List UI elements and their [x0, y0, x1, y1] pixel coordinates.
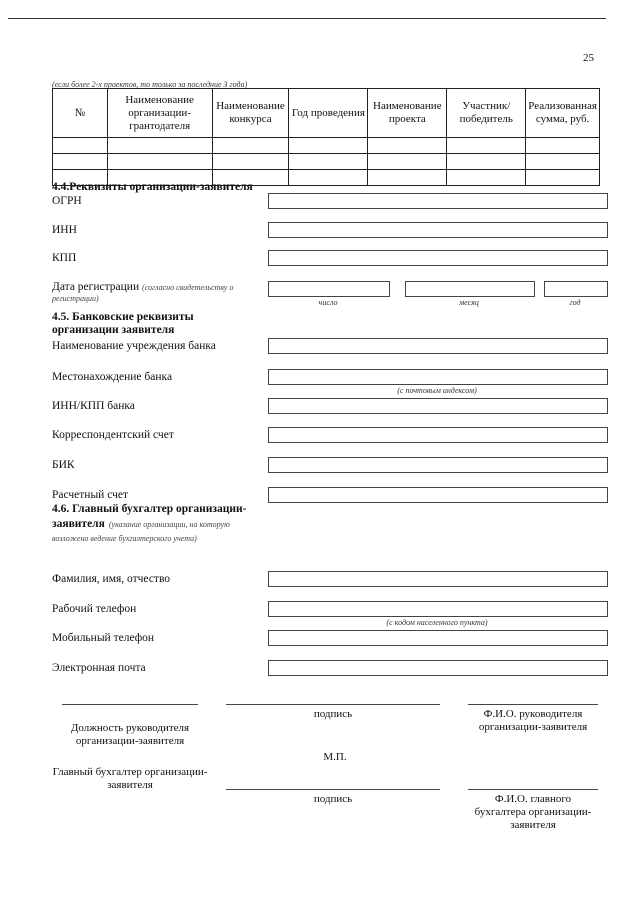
mobile-label: Мобильный телефон: [52, 632, 155, 644]
col-grantor: Наименование организации-грантодателя: [107, 89, 212, 138]
table-cell[interactable]: [368, 170, 447, 186]
table-cell[interactable]: [212, 138, 289, 154]
section-4-6-title-1: 4.6. Главный бухгалтер организации-: [52, 503, 247, 515]
grants-table: [52, 88, 600, 186]
corr-account-label: Корреспондентский счет: [52, 429, 174, 441]
table-row: [53, 138, 600, 154]
section-4-5-title-1: 4.5. Банковские реквизиты: [52, 311, 194, 323]
table-note: (если более 2-х проектов, то только за последние 3 года): [52, 80, 248, 89]
day-caption: число: [318, 298, 338, 307]
postcode-caption: (с почтовым индексом): [397, 386, 477, 395]
mobile-field[interactable]: [268, 630, 608, 646]
work-phone-field[interactable]: [268, 601, 608, 617]
bank-location-label: Местонахождение банка: [52, 371, 173, 383]
reg-date-text: Дата регистрации: [52, 281, 140, 293]
reg-year-field[interactable]: [544, 281, 608, 297]
table-cell[interactable]: [526, 138, 600, 154]
col-contest: Наименование конкурса: [212, 89, 289, 138]
table-cell[interactable]: [107, 138, 212, 154]
year-caption: год: [569, 298, 581, 307]
table-cell[interactable]: [53, 154, 108, 170]
table-cell[interactable]: [53, 138, 108, 154]
head-signature-line[interactable]: [226, 704, 440, 705]
section-4-6-title-word: заявителя: [52, 518, 105, 530]
accountant-fio-line[interactable]: [468, 789, 598, 790]
ogrn-label: ОГРН: [52, 195, 82, 207]
kpp-label: КПП: [52, 252, 77, 264]
reg-month-field[interactable]: [405, 281, 535, 297]
account-field[interactable]: [268, 487, 608, 503]
table-cell[interactable]: [526, 154, 600, 170]
account-label: Расчетный счет: [52, 489, 128, 501]
col-year: Год проведения: [289, 89, 368, 138]
section-4-4-title: 4.4.Реквизиты организации-заявителя: [52, 181, 253, 193]
table-row: [53, 154, 600, 170]
signature-caption-1: подпись: [313, 708, 353, 720]
inn-label: ИНН: [52, 224, 77, 236]
table-cell[interactable]: [212, 154, 289, 170]
bank-location-field[interactable]: [268, 369, 608, 385]
bank-inn-kpp-label: ИНН/КПП банка: [52, 400, 135, 412]
col-amount: Реализованная сумма, руб.: [526, 89, 600, 138]
section-4-6-title-2: [52, 517, 266, 545]
head-position-caption: Должность руководителя организации-заявителя: [70, 722, 190, 747]
bik-field[interactable]: [268, 457, 608, 473]
accountant-fio-field[interactable]: [268, 571, 608, 587]
table-cell[interactable]: [447, 138, 526, 154]
table-cell[interactable]: [289, 154, 368, 170]
table-cell[interactable]: [368, 154, 447, 170]
table-cell[interactable]: [526, 170, 600, 186]
kpp-field[interactable]: [268, 250, 608, 266]
head-position-line[interactable]: [62, 704, 198, 705]
head-fio-line[interactable]: [468, 704, 598, 705]
table-header-row: [53, 89, 600, 138]
accountant-signature-line[interactable]: [226, 789, 440, 790]
email-field[interactable]: [268, 660, 608, 676]
page-number: 25: [583, 52, 594, 64]
head-fio-caption: Ф.И.О. руководителя организации-заявителя: [478, 708, 588, 733]
table-cell[interactable]: [368, 138, 447, 154]
stamp-label: М.П.: [323, 751, 347, 763]
accountant-fio-caption: Ф.И.О. главного бухгалтера организации-заявителя: [474, 793, 592, 831]
signature-caption-2: подпись: [313, 793, 353, 805]
work-phone-label: Рабочий телефон: [52, 603, 137, 615]
email-label: Электронная почта: [52, 662, 146, 674]
table-cell[interactable]: [289, 170, 368, 186]
ogrn-field[interactable]: [268, 193, 608, 209]
corr-account-field[interactable]: [268, 427, 608, 443]
bik-label: БИК: [52, 459, 75, 471]
section-4-5-title-2: организации заявителя: [52, 324, 175, 336]
accountant-fio-label: Фамилия, имя, отчество: [52, 573, 171, 585]
bank-name-label: Наименование учреждения банка: [52, 340, 216, 352]
chief-accountant-label: Главный бухгалтер организации-заявителя: [52, 766, 208, 791]
table-cell[interactable]: [447, 154, 526, 170]
bank-name-field[interactable]: [268, 338, 608, 354]
phone-caption: (с кодом населенного пункта): [386, 618, 488, 627]
inn-field[interactable]: [268, 222, 608, 238]
col-participant: Участник/ победитель: [447, 89, 526, 138]
col-project: Наименование проекта: [368, 89, 447, 138]
month-caption: месяц: [459, 298, 479, 307]
top-rule: [8, 18, 606, 19]
table-cell[interactable]: [447, 170, 526, 186]
table-cell[interactable]: [107, 154, 212, 170]
table-cell[interactable]: [289, 138, 368, 154]
reg-day-field[interactable]: [268, 281, 390, 297]
section-4-6-note: (указание организации, на которую возложено ведение бухгалтерского учета): [52, 520, 230, 543]
bank-inn-kpp-field[interactable]: [268, 398, 608, 414]
reg-date-label: [52, 282, 268, 304]
col-number: №: [53, 89, 108, 138]
reg-date-note: (согласно свидетельству о регистрации): [52, 283, 234, 303]
